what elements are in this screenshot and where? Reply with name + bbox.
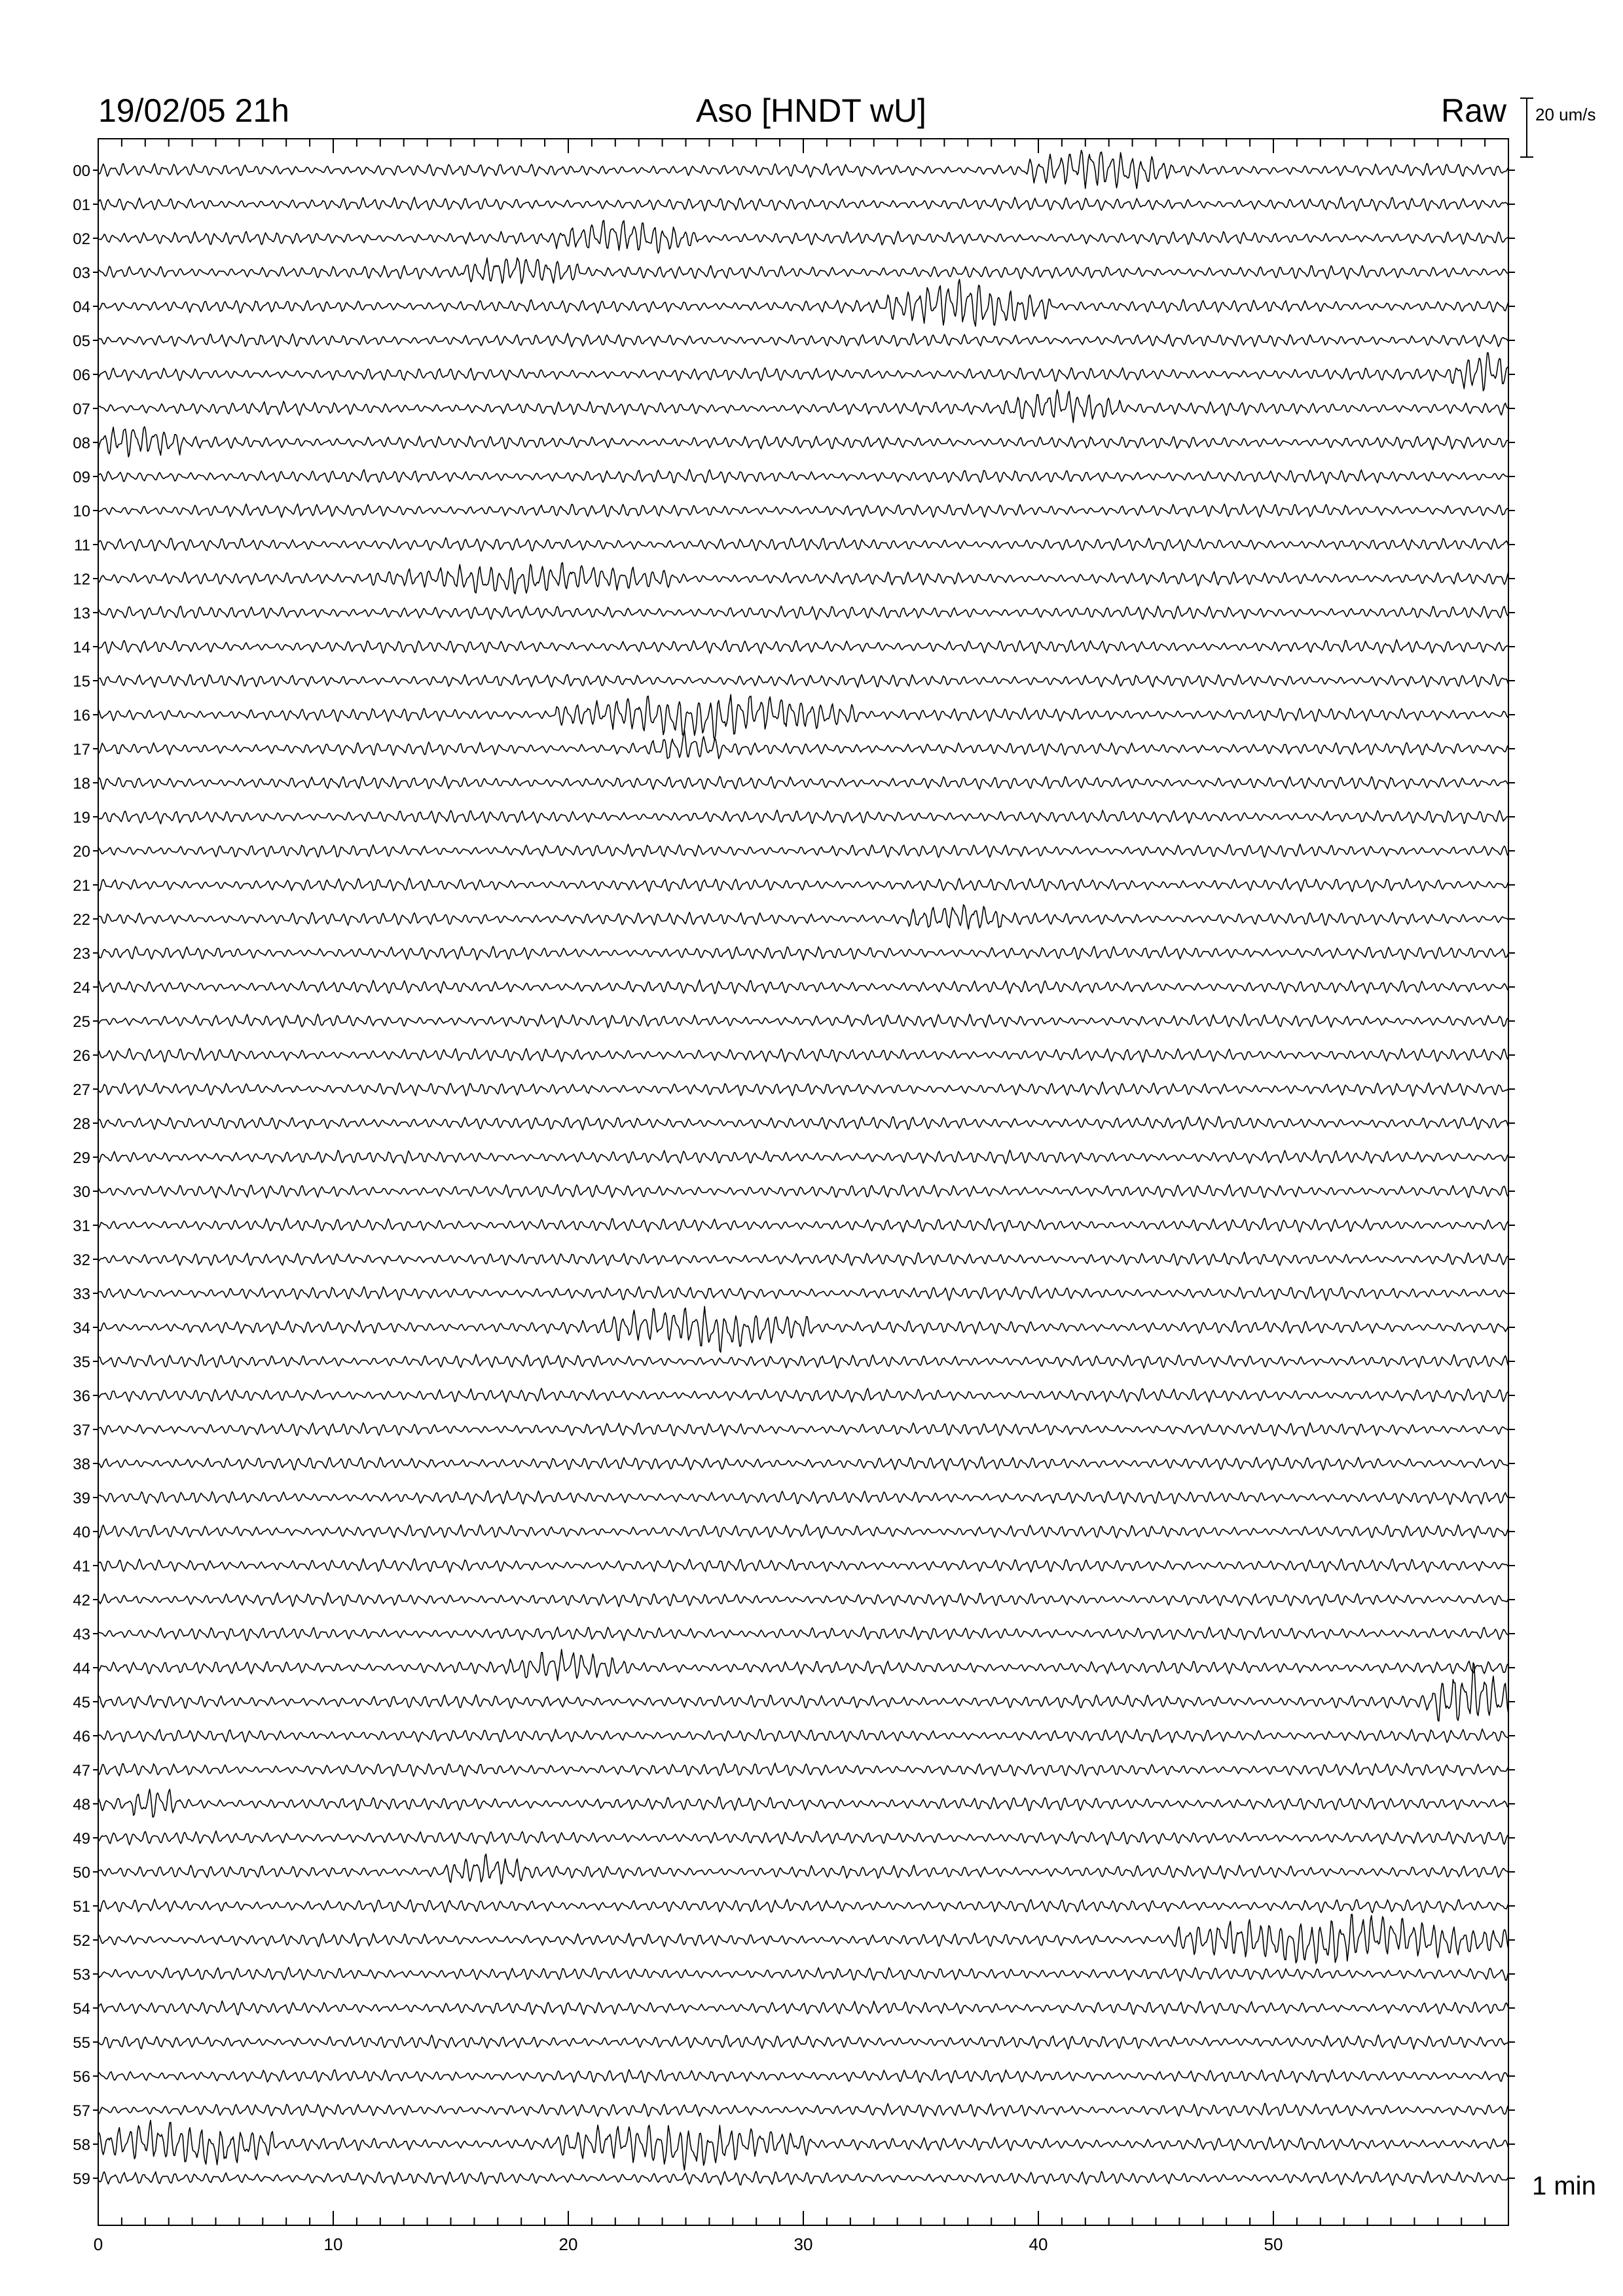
- row-label-15: 15: [73, 673, 90, 691]
- trace-21: [98, 878, 1508, 892]
- trace-49: [98, 1831, 1508, 1845]
- trace-36: [98, 1388, 1508, 1402]
- row-label-03: 03: [73, 264, 90, 282]
- trace-19: [98, 810, 1508, 824]
- trace-55: [98, 2035, 1508, 2049]
- trace-17: [98, 730, 1508, 759]
- row-label-55: 55: [73, 2034, 90, 2052]
- row-label-10: 10: [73, 503, 90, 520]
- row-label-29: 29: [73, 1149, 90, 1167]
- row-label-19: 19: [73, 809, 90, 827]
- row-label-57: 57: [73, 2102, 90, 2120]
- row-label-16: 16: [73, 707, 90, 725]
- trace-37: [98, 1423, 1508, 1436]
- row-label-32: 32: [73, 1251, 90, 1269]
- row-label-49: 49: [73, 1830, 90, 1848]
- x-tick-label: 0: [93, 2234, 103, 2254]
- row-label-37: 37: [73, 1422, 90, 1439]
- trace-31: [98, 1218, 1508, 1232]
- row-label-59: 59: [73, 2170, 90, 2188]
- row-label-26: 26: [73, 1047, 90, 1065]
- amplitude-scale-bar: [1520, 98, 1533, 157]
- date-hour-label: 19/02/05 21h: [98, 92, 289, 129]
- row-label-33: 33: [73, 1285, 90, 1303]
- trace-30: [98, 1185, 1508, 1198]
- row-label-47: 47: [73, 1762, 90, 1780]
- row-label-08: 08: [73, 435, 90, 452]
- trace-25: [98, 1014, 1508, 1028]
- trace-20: [98, 844, 1508, 857]
- row-label-00: 00: [73, 162, 90, 180]
- trace-05: [98, 333, 1508, 347]
- row-label-17: 17: [73, 741, 90, 759]
- row-label-05: 05: [73, 332, 90, 350]
- row-label-46: 46: [73, 1728, 90, 1746]
- trace-08: [98, 427, 1508, 457]
- row-label-01: 01: [73, 196, 90, 214]
- row-label-50: 50: [73, 1864, 90, 1882]
- row-label-36: 36: [73, 1388, 90, 1405]
- trace-46: [98, 1729, 1508, 1743]
- trace-56: [98, 2070, 1508, 2083]
- amplitude-scale-label: 20 um/s: [1535, 105, 1596, 124]
- trace-52: [98, 1914, 1508, 1964]
- trace-28: [98, 1117, 1508, 1130]
- trace-14: [98, 639, 1508, 653]
- row-label-31: 31: [73, 1217, 90, 1235]
- trace-35: [98, 1354, 1508, 1368]
- row-label-23: 23: [73, 945, 90, 963]
- row-label-13: 13: [73, 605, 90, 622]
- trace-24: [98, 980, 1508, 994]
- row-label-14: 14: [73, 639, 90, 656]
- row-label-48: 48: [73, 1796, 90, 1814]
- row-label-39: 39: [73, 1490, 90, 1507]
- trace-07: [98, 389, 1508, 422]
- row-label-21: 21: [73, 877, 90, 895]
- row-label-22: 22: [73, 911, 90, 929]
- x-tick-label: 20: [558, 2234, 578, 2254]
- trace-33: [98, 1287, 1508, 1300]
- trace-41: [98, 1559, 1508, 1573]
- row-label-45: 45: [73, 1694, 90, 1712]
- trace-01: [98, 197, 1508, 211]
- plot-border: [98, 139, 1508, 2225]
- trace-50: [98, 1854, 1508, 1884]
- trace-12: [98, 563, 1508, 594]
- row-label-35: 35: [73, 1354, 90, 1371]
- trace-29: [98, 1150, 1508, 1164]
- trace-04: [98, 279, 1508, 327]
- row-label-43: 43: [73, 1626, 90, 1643]
- trace-22: [98, 905, 1508, 929]
- trace-18: [98, 776, 1508, 789]
- row-label-12: 12: [73, 571, 90, 588]
- row-label-11: 11: [74, 537, 90, 554]
- x-axis-unit-label: 1 min: [1532, 2172, 1596, 2200]
- mode-label: Raw: [1440, 92, 1506, 129]
- station-title: Aso [HNDT wU]: [696, 92, 926, 129]
- row-label-02: 02: [73, 230, 90, 248]
- plot-frame: [98, 139, 1508, 2225]
- x-tick-label: 40: [1029, 2234, 1048, 2254]
- row-label-07: 07: [73, 401, 90, 418]
- row-label-38: 38: [73, 1456, 90, 1473]
- trace-32: [98, 1252, 1508, 1265]
- trace-45: [98, 1662, 1508, 1721]
- row-label-51: 51: [73, 1898, 90, 1916]
- trace-59: [98, 2172, 1508, 2185]
- trace-39: [98, 1491, 1508, 1505]
- trace-16: [98, 694, 1508, 740]
- trace-15: [98, 674, 1508, 687]
- row-label-53: 53: [73, 1966, 90, 1984]
- trace-10: [98, 504, 1508, 518]
- trace-43: [98, 1627, 1508, 1641]
- row-label-09: 09: [73, 469, 90, 486]
- trace-51: [98, 1899, 1508, 1913]
- trace-06: [98, 353, 1508, 391]
- row-label-20: 20: [73, 843, 90, 861]
- trace-00: [98, 151, 1508, 188]
- trace-23: [98, 946, 1508, 960]
- trace-26: [98, 1048, 1508, 1062]
- row-label-25: 25: [73, 1013, 90, 1031]
- trace-03: [98, 258, 1508, 283]
- trace-58: [98, 2121, 1508, 2170]
- row-label-04: 04: [73, 298, 90, 316]
- row-label-28: 28: [73, 1115, 90, 1133]
- trace-42: [98, 1592, 1508, 1606]
- trace-44: [98, 1649, 1508, 1681]
- trace-47: [98, 1763, 1508, 1776]
- row-label-42: 42: [73, 1592, 90, 1609]
- row-labels: [73, 162, 1515, 2188]
- trace-27: [98, 1082, 1508, 1096]
- row-label-54: 54: [73, 2000, 90, 2018]
- row-label-30: 30: [73, 1183, 90, 1201]
- trace-54: [98, 2001, 1508, 2015]
- row-label-18: 18: [73, 775, 90, 793]
- x-tick-label: 10: [323, 2234, 343, 2254]
- row-label-40: 40: [73, 1524, 90, 1541]
- trace-09: [98, 469, 1508, 484]
- trace-13: [98, 606, 1508, 620]
- seismic-traces: [98, 151, 1508, 2185]
- row-label-27: 27: [73, 1081, 90, 1099]
- row-label-24: 24: [73, 979, 90, 997]
- trace-02: [98, 221, 1508, 253]
- x-tick-label: 30: [793, 2234, 813, 2254]
- trace-40: [98, 1524, 1508, 1538]
- trace-53: [98, 1967, 1508, 1981]
- trace-11: [98, 538, 1508, 552]
- x-tick-label: 50: [1264, 2234, 1283, 2254]
- row-label-41: 41: [73, 1558, 90, 1575]
- row-label-56: 56: [73, 2068, 90, 2086]
- trace-48: [98, 1789, 1508, 1818]
- trace-38: [98, 1457, 1508, 1471]
- row-label-44: 44: [73, 1660, 90, 1677]
- row-label-06: 06: [73, 367, 90, 384]
- row-label-58: 58: [73, 2136, 90, 2154]
- row-label-34: 34: [73, 1319, 90, 1337]
- row-label-52: 52: [73, 1932, 90, 1950]
- trace-34: [98, 1306, 1508, 1352]
- trace-57: [98, 2104, 1508, 2117]
